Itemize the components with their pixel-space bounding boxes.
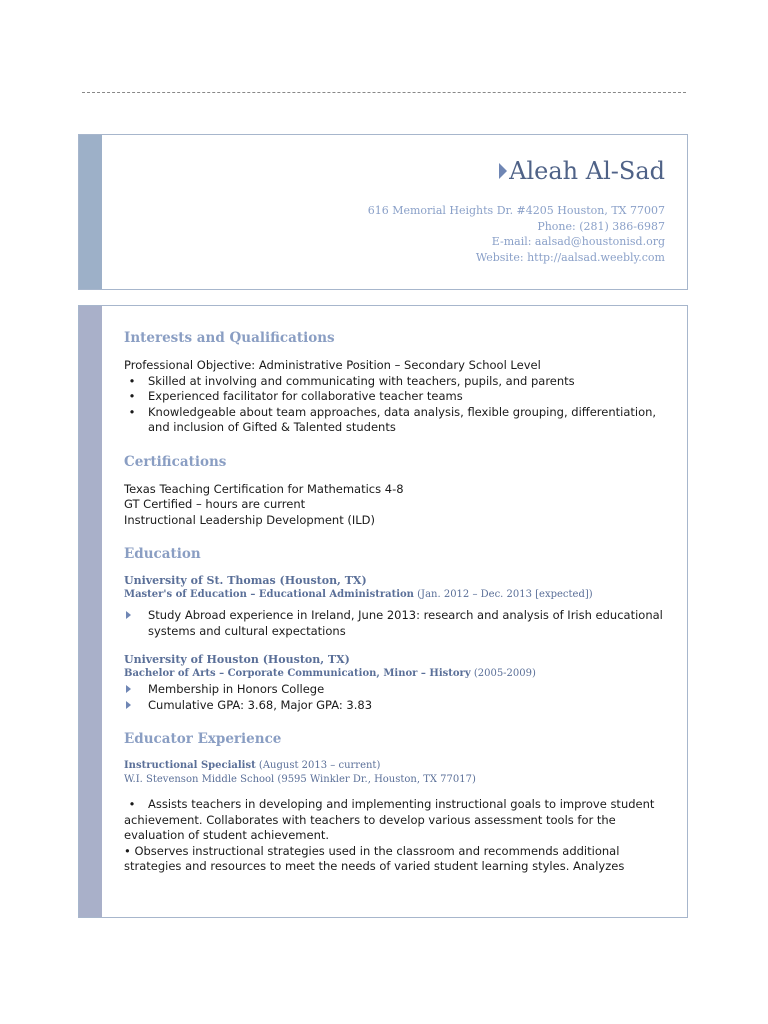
triangle-bullet-icon — [126, 685, 131, 693]
triangle-bullet-icon — [126, 611, 131, 619]
address: 616 Memorial Heights Dr. #4205 Houston, TX 77007 — [367, 204, 665, 217]
list-item: Cumulative GPA: 3.68, Major GPA: 3.83 — [124, 698, 665, 714]
section-title: Educator Experience — [124, 731, 282, 747]
school-entry — [124, 653, 665, 713]
school-bullets — [124, 608, 665, 639]
section-title: Certifications — [124, 453, 227, 470]
triangle-arrow-icon — [499, 163, 507, 179]
bullet-icon: • — [128, 389, 136, 403]
header-box — [78, 134, 688, 290]
cert-item: GT Certified – hours are current — [124, 497, 306, 511]
body-sidebar — [79, 306, 102, 917]
bullet-icon: • — [128, 404, 136, 419]
list-item: Study Abroad experience in Ireland, June 2013: research and analysis of Irish educational systems and cultural expectations — [124, 608, 665, 639]
phone: Phone: (281) 386-6987 — [537, 219, 665, 233]
education-section — [124, 546, 665, 713]
experience-section — [124, 731, 665, 875]
role-line: Instructional Specialist (August 2013 – current) — [124, 760, 381, 771]
resume-content — [124, 330, 665, 875]
header-sidebar — [79, 135, 102, 289]
bullet-icon: • — [128, 373, 136, 388]
dashed-divider — [82, 92, 686, 93]
school-name: University of St. Thomas (Houston, TX) — [124, 574, 367, 587]
body-box — [78, 305, 688, 918]
triangle-bullet-icon — [126, 701, 131, 709]
degree-line: Master's of Education – Educational Administration (Jan. 2012 – Dec. 2013 [expected]) — [124, 589, 593, 600]
cert-item: Texas Teaching Certification for Mathematics 4-8 — [124, 481, 404, 496]
contact-info — [368, 203, 665, 265]
qualification-list — [124, 374, 665, 436]
section-title: Interests and Qualifications — [124, 330, 335, 346]
list-item: • Knowledgeable about team approaches, data analysis, flexible grouping, differentiation, and inclusion of Gifted & Talented students — [124, 405, 665, 436]
website: Website: http://aalsad.weebly.com — [475, 250, 665, 264]
list-item: • Skilled at involving and communicating with teachers, pupils, and parents — [124, 374, 665, 390]
list-item: Membership in Honors College — [124, 682, 665, 698]
certifications-section — [124, 454, 665, 529]
experience-paragraph: achievement. Collaborates with teachers to develop various assessment tools for the evaluation of student achievement. — [124, 812, 616, 842]
objective: Professional Objective: Administrative Position – Secondary School Level — [124, 358, 541, 372]
section-title: Education — [124, 546, 201, 562]
experience-bullets — [124, 797, 665, 813]
list-item: • Experienced facilitator for collaborative teacher teams — [124, 389, 665, 405]
interests-section — [124, 330, 665, 436]
email: E-mail: aalsad@houstonisd.org — [491, 235, 665, 248]
school-name: University of Houston (Houston, TX) — [124, 653, 350, 666]
school-bullets — [124, 682, 665, 713]
name-row — [499, 157, 665, 185]
experience-paragraph: • Observes instructional strategies used in the classroom and recommends additional strategies and resources to meet the needs of varied student learning styles. Analyzes — [124, 843, 625, 873]
degree-line: Bachelor of Arts – Corporate Communication, Minor – History (2005-2009) — [124, 668, 536, 679]
school-entry — [124, 574, 665, 639]
list-item: • Assists teachers in developing and implementing instructional goals to improve student — [124, 797, 665, 813]
cert-item: Instructional Leadership Development (ILD) — [124, 512, 376, 527]
bullet-icon: • — [128, 797, 136, 811]
school-address: W.I. Stevenson Middle School (9595 Winkler Dr., Houston, TX 77017) — [124, 774, 476, 785]
applicant-name: Aleah Al-Sad — [509, 157, 665, 185]
